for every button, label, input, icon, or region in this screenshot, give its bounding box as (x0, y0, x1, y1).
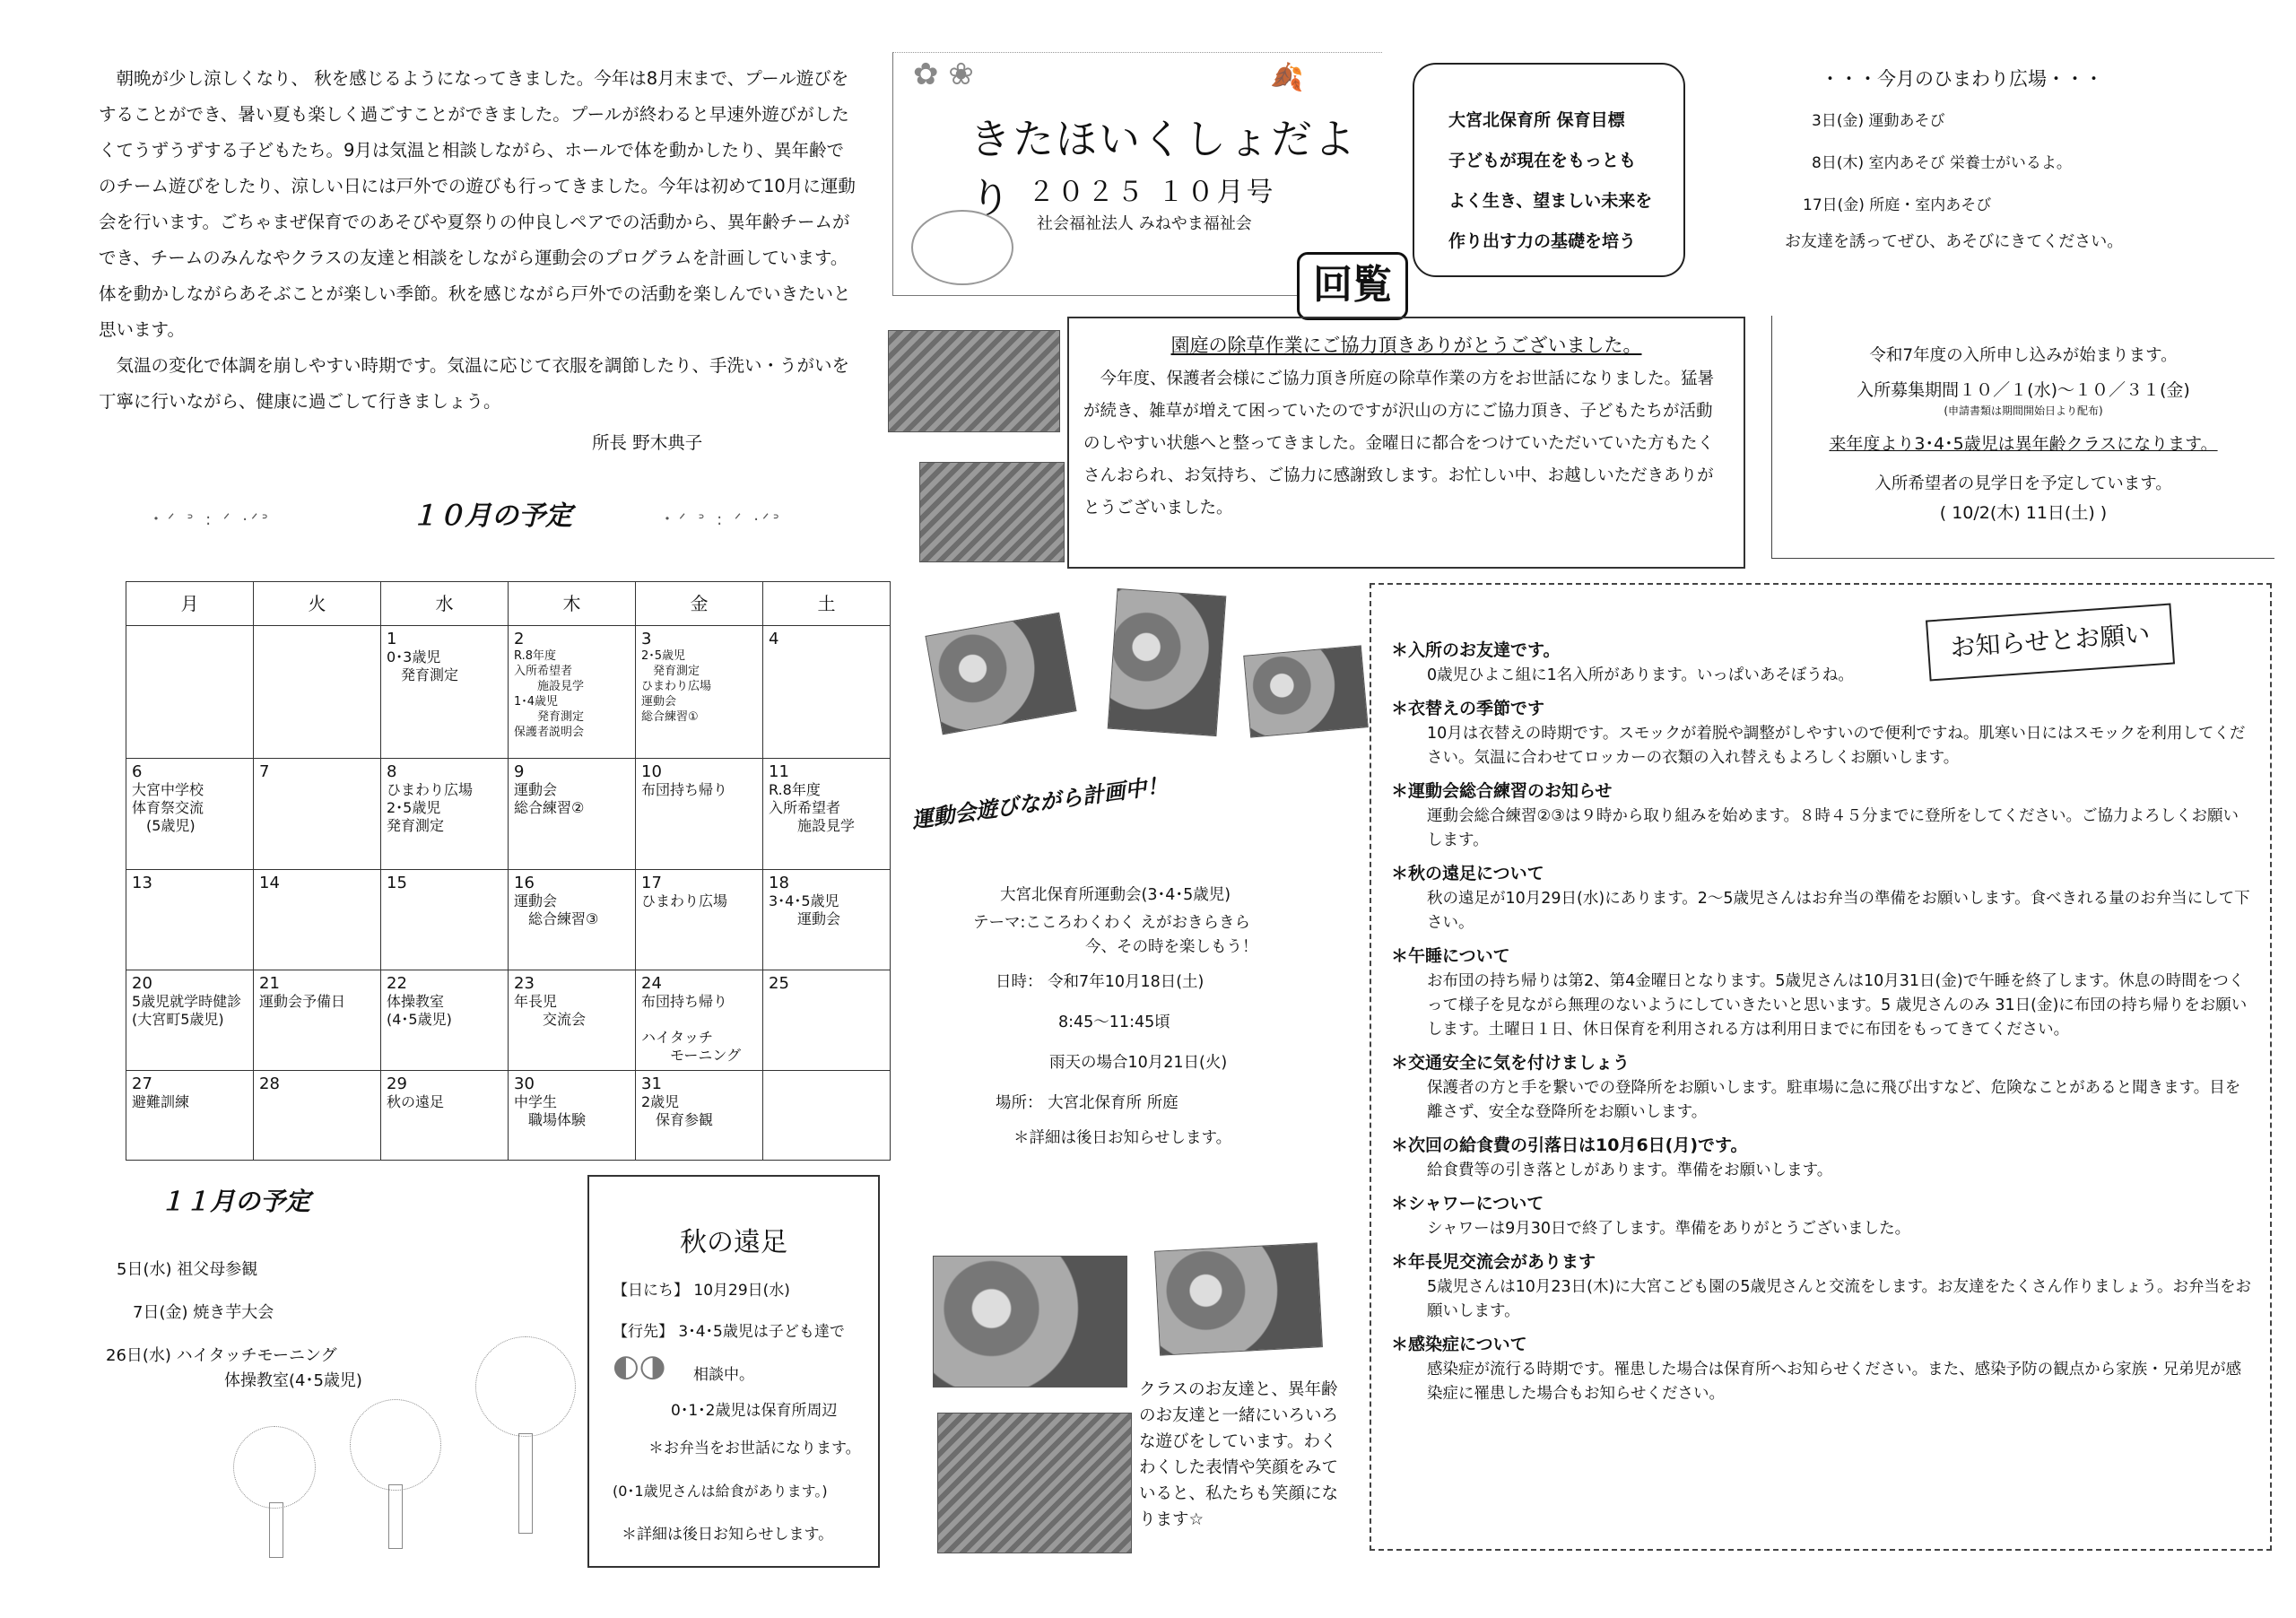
goal-line-4: 作り出す力の基礎を培う (1448, 231, 1637, 251)
day-number: 15 (387, 874, 407, 892)
notice-heading: ＊午睡について (1391, 946, 1510, 966)
calendar-day (763, 1071, 891, 1161)
calendar-day (126, 759, 254, 870)
notice-body: 感染症が流行る時期です。罹患した場合は保育所へお知らせください。また、感染予防の観点から家族・兄弟児が感染症に罹患した場合もお知らせください。 (1427, 1361, 2242, 1403)
leaf-icon: 🍂 (1270, 62, 1304, 93)
day-events: 運動会予備日 (259, 993, 346, 1010)
notice-item (1391, 637, 2252, 688)
activity-photo (1108, 588, 1227, 736)
day-number: 1 (387, 630, 397, 648)
calendar-day (509, 759, 636, 870)
notice-item (1391, 1248, 2252, 1324)
day-number: 6 (132, 762, 143, 781)
building-photo-2 (919, 462, 1065, 562)
notice-body: 0歳児ひよこ組に1名入所があります。いっぱいあそぼうね。 (1427, 666, 1854, 684)
leaf-decoration: ・ᐟ ᐣ ꞉ ᐟ ·ᐟᐣ (659, 510, 783, 529)
excursion-box (587, 1175, 880, 1568)
calendar-day (509, 626, 636, 759)
notice-heading: ＊秋の遠足について (1391, 864, 1544, 883)
weekday-header: 火 (254, 582, 381, 626)
notice-item (1391, 943, 2252, 1042)
sports-rain: 雨天の場合10月21日(火) (1049, 1054, 1228, 1072)
weekday-header: 月 (126, 582, 254, 626)
day-number: 20 (132, 974, 152, 993)
calendar-week (126, 870, 891, 970)
notice-item (1391, 1331, 2252, 1406)
october-calendar (126, 581, 891, 1161)
himawari-item: 3日(金) 運動あそび (1812, 112, 1945, 130)
day-number: 31 (641, 1074, 662, 1093)
day-events: 避難訓練 (132, 1093, 190, 1110)
goal-line-3: よく生き、望ましい未来を (1448, 191, 1653, 211)
day-number: 11 (769, 762, 789, 781)
calendar-day (763, 970, 891, 1071)
notice-body: 秋の遠足が10月29日(水)にあります。2～5歳児さんはお弁当の準備をお願いします。食べきれる量のお弁当にして下さい。 (1427, 890, 2250, 932)
day-events: 秋の遠足 (387, 1093, 445, 1110)
sports-time: 8:45～11:45頃 (1058, 1013, 1170, 1031)
day-events: 2･5歳児 発育測定 ひまわり広場 運動会 総合練習① (641, 649, 712, 724)
notice-item (1391, 778, 2252, 853)
admission-period: 入所募集期間１０／１(水)～１０／３１(金) (1857, 380, 2190, 400)
day-events: 運動会 総合練習② (514, 781, 585, 816)
flower-icon: ✿ ❀ (913, 57, 974, 92)
himawari-item: お友達を誘ってぜひ、あそびにきてください。 (1785, 232, 2124, 251)
day-number: 4 (769, 630, 779, 648)
day-number: 10 (641, 762, 662, 781)
weekday-header: 水 (381, 582, 509, 626)
admission-visit-dates: ( 10/2(木) 11日(土) ) (1939, 503, 2108, 523)
kairan-stamp: 回覧 (1297, 252, 1408, 320)
notice-body: 5歳児さんは10月23日(木)に大宮こども園の5歳児さんと交流をします。お友達をたくさん作りましょう。お弁当をお願いします。 (1427, 1278, 2252, 1320)
weekday-header: 金 (636, 582, 763, 626)
sports-detail: ＊詳細は後日お知らせします。 (1013, 1129, 1232, 1147)
day-number: 16 (514, 874, 535, 892)
notice-item (1391, 1190, 2252, 1241)
friends-text: クラスのお友達と、異年齢のお友達と一緒にいろいろな遊びをしています。わくわくした表情や笑顔をみていると、私たちも笑顔になります☆ (1139, 1380, 1339, 1529)
calendar-week (126, 1071, 891, 1161)
calendar-day (126, 970, 254, 1071)
header-box (892, 52, 1392, 308)
calendar-day (254, 1071, 381, 1161)
calendar-day (763, 626, 891, 759)
goal-line-2: 子どもが現在をもっとも (1448, 151, 1637, 170)
notice-body: お布団の持ち帰りは第2、第4金曜日となります。5歳児さんは10月31日(金)で午睡を終了します。休息の時間をつくって様子を見ながら無理のないようにしていきたいと思います。5 歳児さんのみ 31日(金)に布団の持ち帰りをお願いします。土曜日１日、休日保育を利用される方は利用日までに布団をもってきてください。 (1427, 972, 2248, 1039)
weeding-body: 今年度、保護者会様にご協力頂き所庭の除草作業の方をお世話になりました。猛暑が続き、雑草が増えて困っていたのですが沢山の方にご協力頂き、子どもたちが活動のしやすい状態へと整ってきました。金曜日に都合をつけていただいていた方もたくさんおられ、お気持ち、ご協力に感謝致します。お忙しい中、お越しいただきありがとうございました。 (1083, 370, 1715, 518)
day-events: ひまわり広場 (641, 892, 728, 909)
sports-name: 大宮北保育所運動会(3･4･5歳児) (1000, 886, 1231, 904)
notice-item (1391, 1049, 2252, 1125)
day-events: 3･4･5歳児 運動会 (769, 892, 841, 927)
day-events: R.8年度 入所希望者 施設見学 1･4歳児 発育測定 保護者説明会 (514, 649, 585, 739)
day-events: 運動会 総合練習③ (514, 892, 599, 927)
calendar-day (254, 626, 381, 759)
notice-body: 10月は衣替えの時期です。スモックが着脱や調整がしやすいので便利ですね。肌寒い日にはスモックを利用してください。気温に合わせてロッカーの衣類の入れ替えもよろしくお願いします。 (1427, 725, 2246, 767)
day-number: 8 (387, 762, 397, 781)
calendar-day (636, 1071, 763, 1161)
notice-heading: ＊運動会総合練習のお知らせ (1391, 781, 1613, 801)
november-item: 5日(水) 祖父母参観 (117, 1260, 258, 1279)
day-number: 7 (259, 762, 270, 781)
day-number: 23 (514, 974, 535, 993)
signature: 所長 野木典子 (592, 432, 703, 453)
excursion-destination: 【行先】 3･4･5歳児は子ども達で (613, 1323, 845, 1341)
intro-letter (99, 61, 861, 420)
calendar-day (381, 870, 509, 970)
day-number: 29 (387, 1074, 407, 1093)
day-number: 21 (259, 974, 280, 993)
day-events: 大宮中学校 体育祭交流 (5歳児) (132, 781, 204, 834)
day-number: 30 (514, 1074, 535, 1093)
calendar-day (381, 1071, 509, 1161)
notice-heading: ＊年長児交流会があります (1391, 1252, 1596, 1272)
weekday-header: 木 (509, 582, 636, 626)
day-number: 28 (259, 1074, 280, 1093)
excursion-date: 【日にち】 10月29日(水) (613, 1282, 790, 1300)
sports-date: 日時： 令和7年10月18日(土) (996, 973, 1205, 991)
leaf-decoration: ・ᐟ ᐣ ꞉ ᐟ ·ᐟᐣ (148, 510, 272, 529)
november-item: 26日(水) ハイタッチモーニング (106, 1346, 337, 1365)
excursion-title: 秋の遠足 (680, 1227, 787, 1258)
notices-box (1370, 583, 2272, 1551)
day-events: 0･3歳児 発育測定 (387, 648, 459, 683)
sports-caption: 運動会遊びながら計画中！ (909, 772, 1170, 833)
admission-visit: 入所希望者の見学日を予定しています。 (1874, 474, 2172, 493)
october-title: １０月の予定 (411, 500, 572, 532)
activity-photo (925, 613, 1076, 735)
play-photo (1154, 1242, 1323, 1355)
calendar-day (636, 970, 763, 1071)
day-events: ひまわり広場 2･5歳児 発育測定 (387, 781, 474, 834)
day-number: 24 (641, 974, 662, 993)
day-number: 27 (132, 1074, 152, 1093)
calendar-day (381, 759, 509, 870)
weeding-title: 園庭の除草作業にご協力頂きありがとうございました。 (1170, 335, 1642, 356)
calendar-day (254, 870, 381, 970)
newsletter-title: きたほいくしょだより (970, 115, 1357, 222)
admission-box (1771, 316, 2274, 559)
intro-paragraph-1: 朝晩が少し涼しくなり、 秋を感じるようになってきました。今年は8月末まで、プール遊びをすることができ、暑い夏も楽しく過ごすことができました。プールが終わると早速外遊びがしたくてうずうずする子どもたち。9月は気温と相談しながら、ホールで体を動かしたり、異年齢でのチーム遊びをしたり、涼しい日には戸外での遊びも行ってきました。今年は初めて10月に運動会を行います。ごちゃまぜ保育でのあそびや夏祭りの仲良しペアでの活動から、異年齢チームができ、チームのみんなやクラスの友達と相談をしながら運動会のプログラムを計画しています。体を動かしながらあそぶことが楽しい季節。秋を感じながら戸外での活動を楽しんでいきたいと思います。 (99, 68, 856, 340)
trees-illustration (215, 1327, 592, 1561)
goal-line-1: 大宮北保育所 保育目標 (1448, 110, 1625, 130)
calendar-day (636, 870, 763, 970)
intro-paragraph-2: 気温の変化で体調を崩しやすい時期です。気温に応じて衣服を調節したり、手洗い・うがいを丁寧に行いながら、健康に過ごして行きましょう。 (99, 355, 849, 412)
calendar-week (126, 759, 891, 870)
notice-body: シャワーは9月30日で終了します。準備をありがとうございました。 (1427, 1220, 1911, 1238)
notice-body: 給食費等の引き落としがあります。準備をお願いします。 (1427, 1161, 1833, 1179)
day-events: 布団持ち帰り ハイタッチ モーニング (641, 993, 742, 1064)
day-number: 22 (387, 974, 407, 993)
calendar-week (126, 626, 891, 759)
calendar-day (126, 626, 254, 759)
calendar-day (254, 970, 381, 1071)
himawari-item: 8日(木) 室内あそび 栄養士がいるよ。 (1812, 154, 2072, 172)
day-number: 2 (514, 630, 525, 648)
calendar-day (509, 1071, 636, 1161)
excursion-bento: ＊お弁当をお世話になります。 (648, 1440, 861, 1457)
acorn-icon: ◐◑ (613, 1348, 666, 1384)
day-events: 体操教室 (4･5歳児) (387, 993, 452, 1028)
notice-item (1391, 860, 2252, 935)
himawari-title: ・・・今月のひまわり広場・・・ (1821, 68, 2103, 90)
calendar-day (636, 759, 763, 870)
day-number: 13 (132, 874, 152, 892)
sports-theme-2: 今、その時を楽しもう！ (1085, 938, 1258, 956)
goal-box (1413, 63, 1685, 277)
activity-photo (1243, 645, 1369, 737)
notice-body: 保護者の方と手を繋いでの登降所をお願いします。駐車場に急に飛び出すなど、危険なことがあると聞きます。目を離さず、安全な登降所をお願いします。 (1427, 1079, 2241, 1121)
notice-heading: ＊交通安全に気を付けましょう (1391, 1053, 1631, 1073)
play-photo (933, 1256, 1127, 1387)
november-title: １１月の予定 (160, 1187, 311, 1216)
day-number: 25 (769, 974, 789, 993)
day-number: 3 (641, 630, 652, 648)
calendar-day (509, 870, 636, 970)
himawari-item: 17日(金) 所庭・室内あそび (1803, 196, 1992, 214)
notice-heading: ＊感染症について (1391, 1335, 1527, 1354)
calendar-day (254, 759, 381, 870)
day-events: 布団持ち帰り (641, 781, 728, 798)
calendar-day (509, 970, 636, 1071)
day-events: 中学生 職場体験 (514, 1093, 587, 1128)
day-events: 年長児 交流会 (514, 993, 587, 1028)
november-item: 体操教室(4･5歳児) (224, 1371, 362, 1390)
notice-item (1391, 1132, 2252, 1183)
day-number: 17 (641, 874, 662, 892)
day-number: 9 (514, 762, 525, 781)
excursion-younger: 0･1･2歳児は保育所周辺 (671, 1402, 838, 1420)
admission-note: (申請書類は期間開始日より配布) (1944, 404, 2103, 417)
himawari-section (1785, 65, 2269, 252)
day-number: 18 (769, 874, 789, 892)
organization: 社会福祉法人 みねやま福祉会 (1037, 214, 1252, 233)
calendar-day (636, 626, 763, 759)
calendar-day (381, 626, 509, 759)
notice-body: 運動会総合練習②③は９時から取り組みを始めます。８時４５分までに登所をしてください。ご協力よろしくお願いします。 (1427, 807, 2239, 849)
day-events: R.8年度 入所希望者 施設見学 (769, 781, 856, 834)
calendar-day (763, 870, 891, 970)
issue: ２０２５ １０月号 (1028, 177, 1276, 208)
calendar-week (126, 970, 891, 1071)
day-events: 5歳児就学時健診 (大宮町5歳児) (132, 993, 242, 1028)
building-photo (888, 330, 1060, 432)
sports-info (942, 883, 1336, 1151)
excursion-detail: ＊詳細は後日お知らせします。 (622, 1526, 834, 1544)
notice-heading: ＊次回の給食費の引落日は10月6日(月)です。 (1391, 1135, 1748, 1155)
calendar-day (126, 870, 254, 970)
day-number: 14 (259, 874, 280, 892)
excursion-consulting: 相談中。 (693, 1366, 754, 1384)
weekday-header: 土 (763, 582, 891, 626)
notice-heading: ＊シャワーについて (1391, 1194, 1544, 1214)
parachute-photo (937, 1413, 1132, 1553)
notices-title: お知らせとお願い (1926, 604, 2175, 682)
sports-place: 場所： 大宮北保育所 所庭 (996, 1094, 1178, 1112)
pumpkin-icon (911, 210, 1013, 285)
excursion-lunch: (0･1歳児さんは給食があります。) (613, 1483, 828, 1500)
admission-mixed-age: 来年度より3･4･5歳児は異年齢クラスになります。 (1829, 434, 2218, 454)
november-item: 7日(金) 焼き芋大会 (133, 1303, 274, 1322)
calendar-day (763, 759, 891, 870)
weeding-box (1067, 317, 1745, 569)
notice-heading: ＊入所のお友達です。 (1391, 640, 1561, 660)
notice-item (1391, 695, 2252, 770)
calendar-day (126, 1071, 254, 1161)
notice-heading: ＊衣替えの季節です (1391, 699, 1545, 718)
day-events: 2歳児 保育参観 (641, 1093, 714, 1128)
calendar-day (381, 970, 509, 1071)
sports-theme: テーマ:こころわくわく えがおきらきら (973, 914, 1250, 932)
admission-line-1: 令和7年度の入所申し込みが始まります。 (1869, 346, 2178, 365)
